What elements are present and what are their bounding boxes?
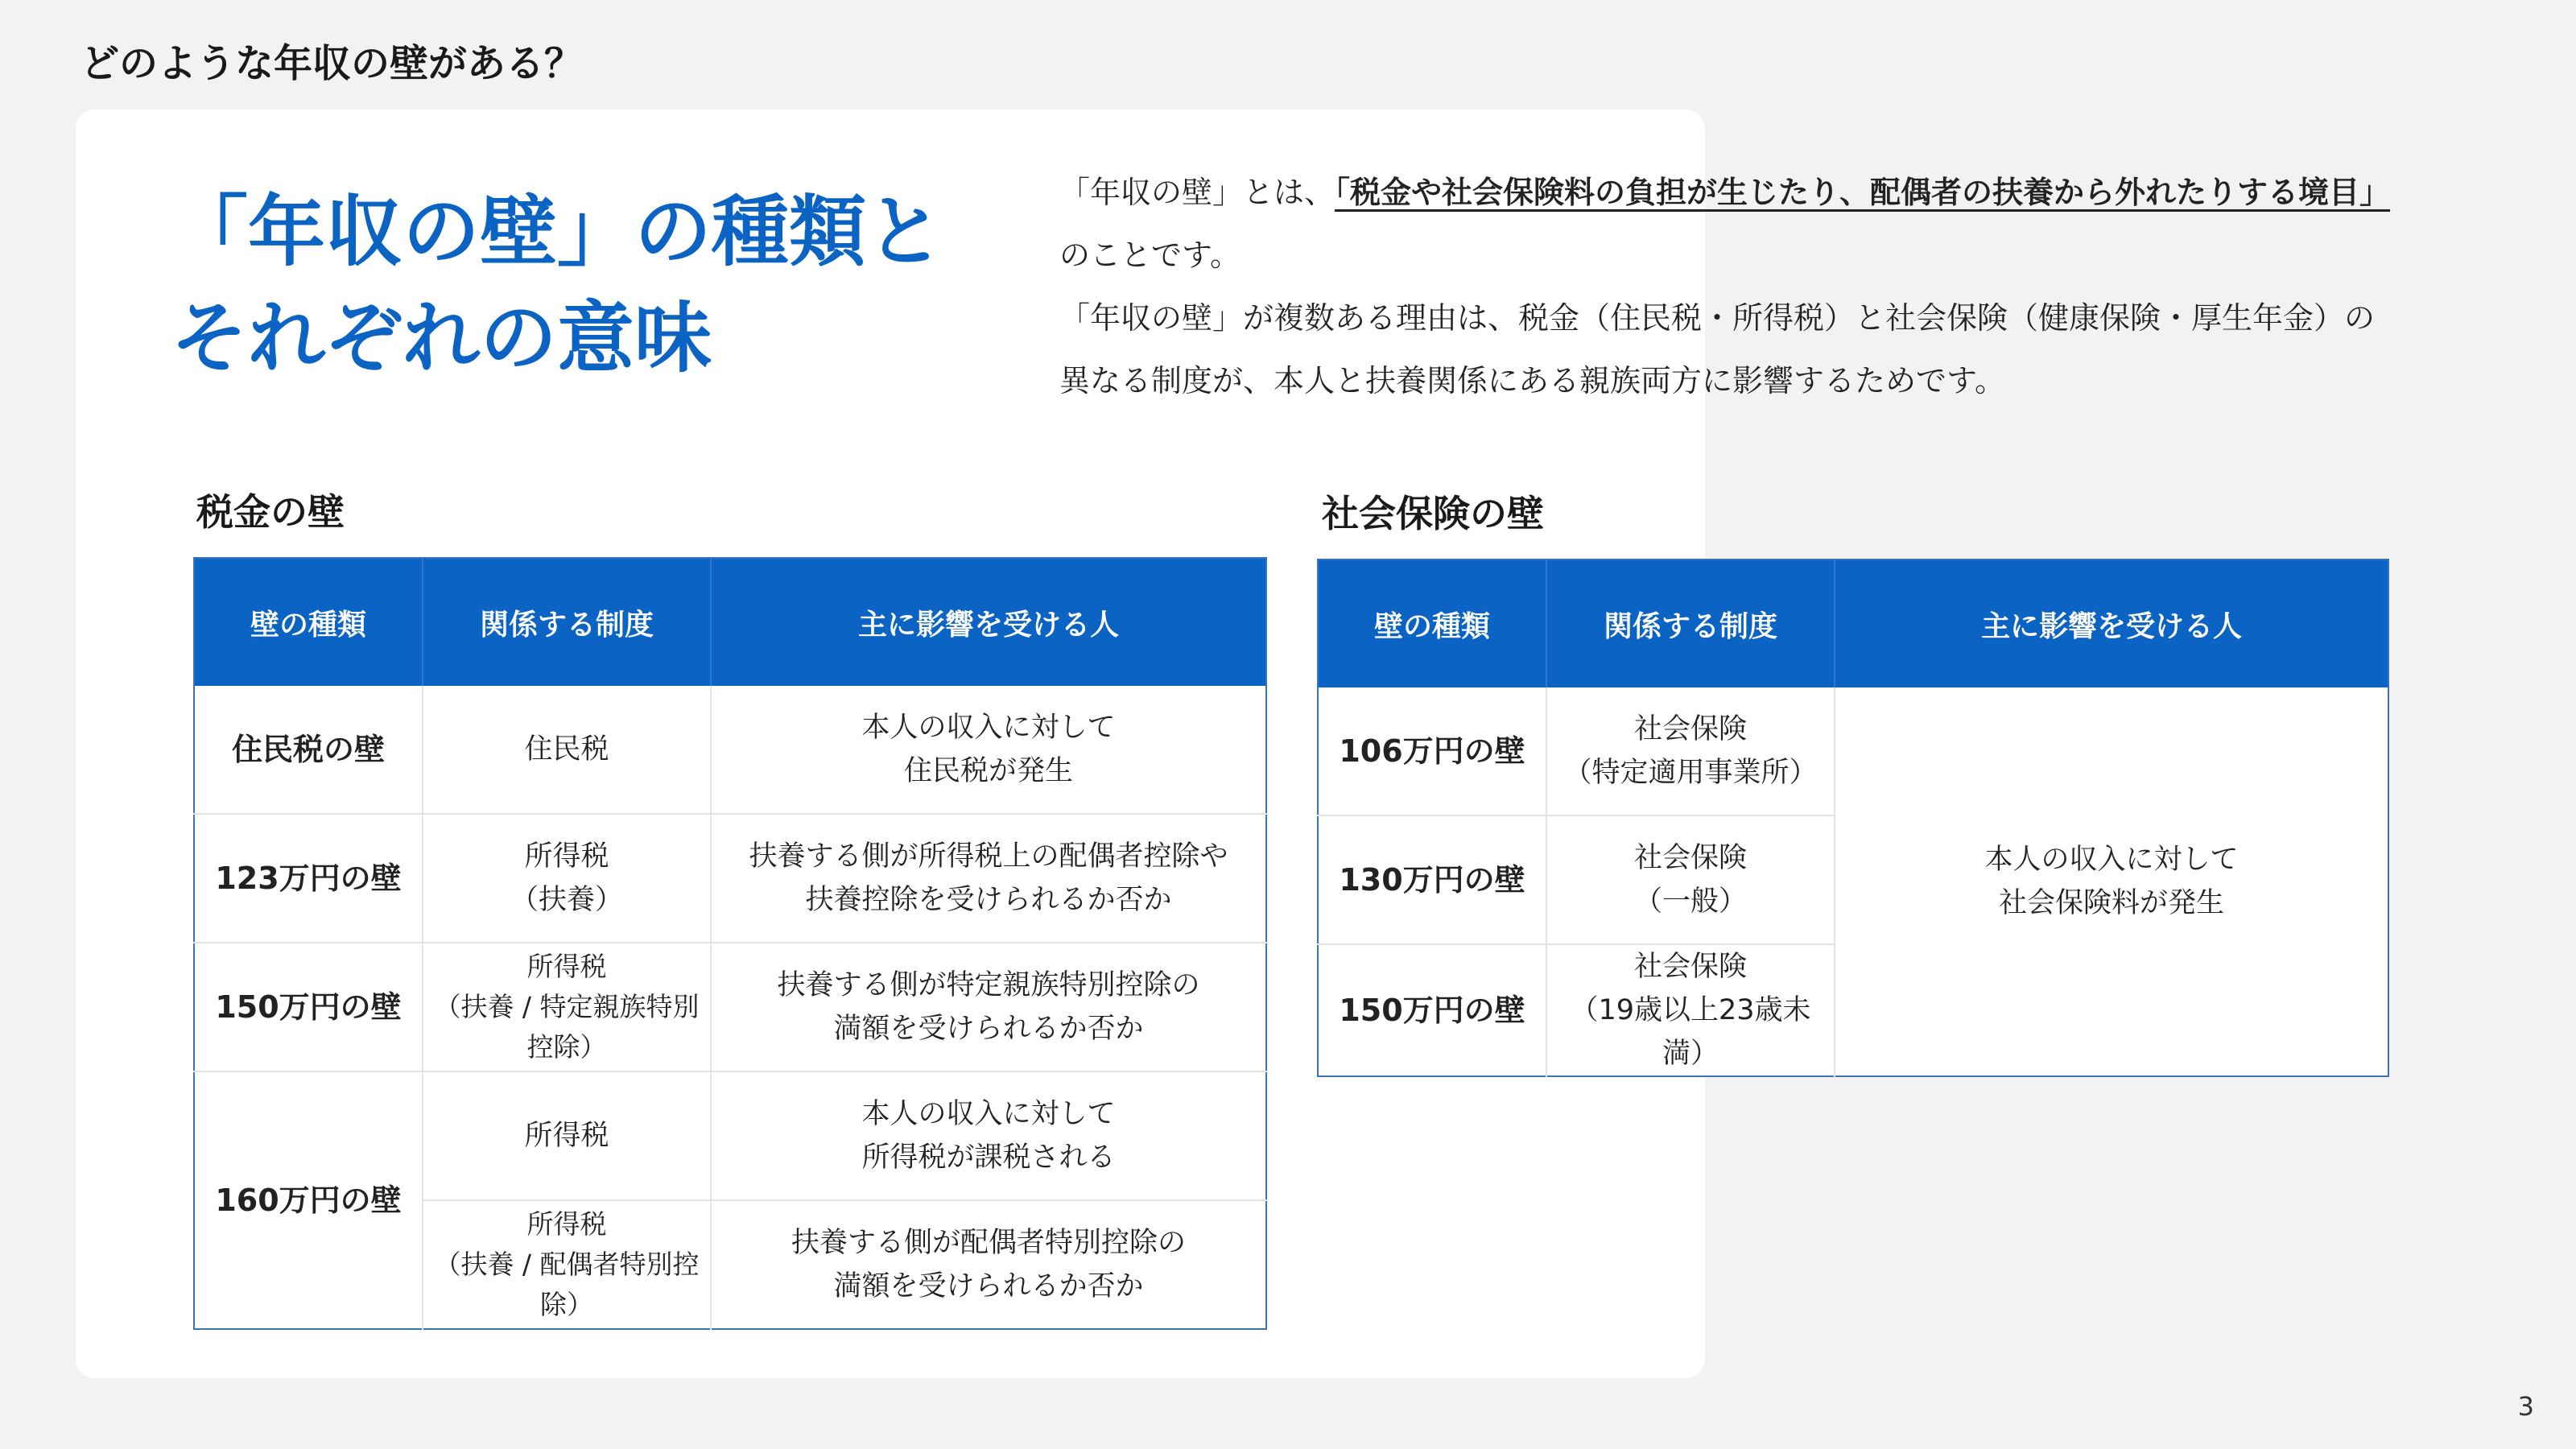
column-header: 壁の種類 [1318,559,1546,687]
affected-cell: 扶養する側が所得税上の配偶者控除や 扶養控除を受けられるか否か [711,814,1266,943]
system-cell: 所得税 （扶養 / 配偶者特別控 除） [423,1200,711,1329]
system-cell: 所得税 [423,1071,711,1200]
hero-title-line1: 「年収の壁」の種類と [171,187,943,277]
system-cell: 社会保険 （一般） [1546,815,1835,944]
wall-type-cell: 123万円の壁 [194,814,423,943]
affected-cell: 扶養する側が特定親族特別控除の 満額を受けられるか否か [711,943,1266,1071]
affected-cell: 扶養する側が配偶者特別控除の 満額を受けられるか否か [711,1200,1266,1329]
wall-type-cell: 住民税の壁 [231,732,385,767]
table-row [194,943,1266,1071]
social-insurance-wall-table [1317,559,2389,1077]
social-insurance-section-title: 社会保険の壁 [1322,492,1544,535]
tax-wall-table [193,557,1267,1330]
wall-type-cell: 160万円の壁 [194,1071,423,1329]
affected-cell: 本人の収入に対して 住民税が発生 [711,686,1266,814]
table-row [194,814,1266,943]
page-number: 3 [2517,1391,2534,1422]
slide-title: どのような年収の壁がある？ [80,41,584,86]
table-header-row [194,558,1266,686]
wall-type-cell: 130万円の壁 [1318,815,1546,944]
hero-title [171,179,1024,391]
intro-prefix: 「年収の壁」とは、 [1059,175,1335,210]
column-header: 関係する制度 [1546,559,1835,687]
system-cell: 所得税 （扶養） [423,814,711,943]
affected-cell: 本人の収入に対して 所得税が課税される [711,1071,1266,1200]
table-row [194,686,1266,814]
wall-type-cell: 150万円の壁 [194,943,423,1071]
affected-cell: 本人の収入に対して 社会保険料が発生 [1835,687,2388,1076]
system-cell: 社会保険 （特定適用事業所） [1546,687,1835,815]
intro-paragraph-2: 「年収の壁」が複数ある理由は、税金（住民税・所得税）と社会保険（健康保険・厚生年金）の異なる制度が、本人と扶養関係にある親族両方に影響するためです。 [1059,300,2376,398]
column-header: 主に影響を受ける人 [1835,559,2388,687]
intro-suffix: のことです。 [1059,237,1241,273]
column-header: 壁の種類 [194,558,423,686]
table-row [1318,687,2388,815]
hero-title-line2: それぞれの意味 [171,293,712,383]
intro-text [1059,161,2396,412]
system-cell: 社会保険 （19歳以上23歳未満） [1546,944,1835,1076]
intro-emphasis: 「税金や社会保険料の負担が生じたり、配偶者の扶養から外れたりする境目」 [1335,175,2391,210]
system-cell: 住民税 [423,686,711,814]
wall-type-cell: 150万円の壁 [1318,944,1546,1076]
table-row [194,1071,1266,1200]
system-cell: 所得税 （扶養 / 特定親族特別 控除） [423,943,711,1071]
table-header-row [1318,559,2388,687]
column-header: 関係する制度 [423,558,711,686]
column-header: 主に影響を受ける人 [711,558,1266,686]
tax-section-title: 税金の壁 [196,490,345,534]
wall-type-cell: 106万円の壁 [1339,733,1525,769]
